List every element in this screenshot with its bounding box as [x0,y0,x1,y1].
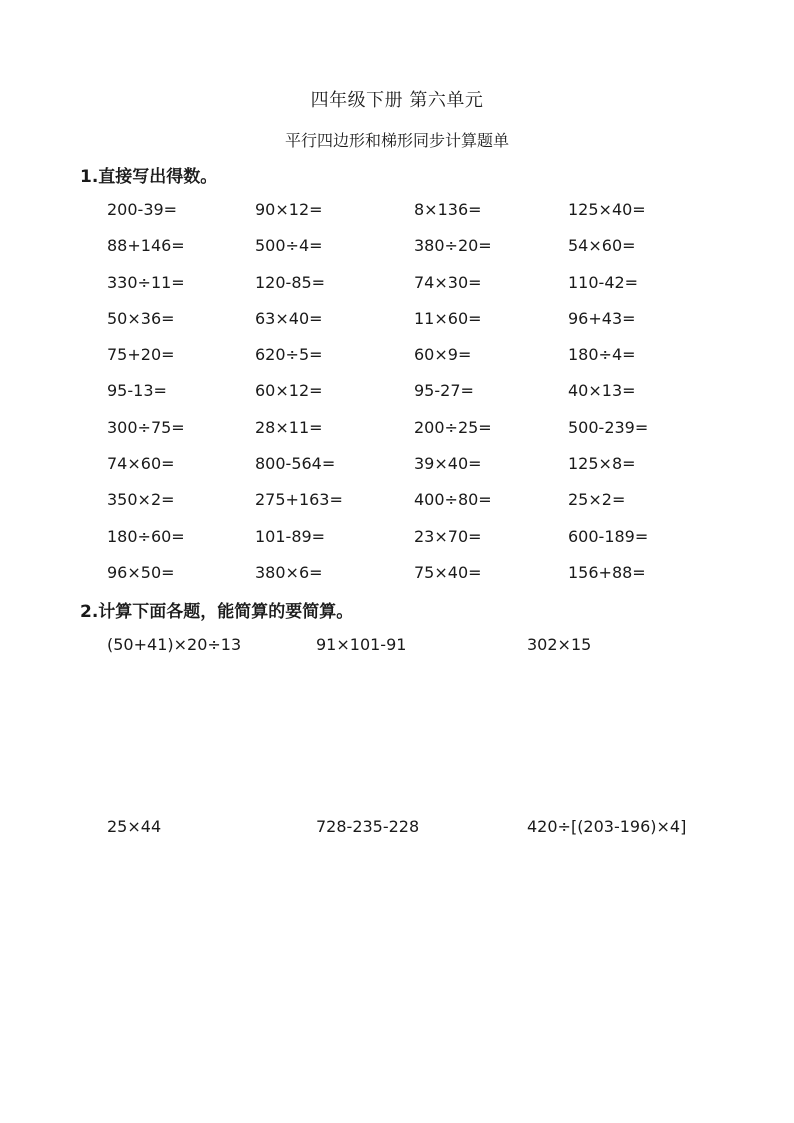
oral-problem: 800-564= [255,454,336,474]
oral-problem: 50×36= [107,308,175,328]
oral-problem: 96+43= [568,308,636,328]
calculation-problem: 420÷[(203-196)×4] [527,817,687,836]
oral-problem: 180÷60= [107,526,185,546]
page-title: 四年级下册 第六单元 [310,90,484,111]
oral-problem: 96×50= [107,562,175,582]
oral-problem: 400÷80= [414,490,492,510]
oral-problem: 11×60= [414,308,482,328]
oral-problem: 60×12= [255,381,323,401]
oral-problem: 200÷25= [414,417,492,437]
oral-problem: 95-13= [107,381,167,401]
oral-problem: 380×6= [255,562,323,582]
oral-problem: 63×40= [255,308,323,328]
oral-problem: 74×30= [414,272,482,292]
oral-problem: 156+88= [568,562,646,582]
oral-problem: 275+163= [255,490,343,510]
oral-problem: 60×9= [414,345,472,365]
oral-problem: 74×60= [107,454,175,474]
oral-problem: 110-42= [568,272,639,292]
oral-problem: 330÷11= [107,272,185,292]
calculation-problem: 728-235-228 [316,817,420,836]
oral-calculation-grid [107,199,707,598]
oral-problem: 380÷20= [414,236,492,256]
oral-problem: 120-85= [255,272,326,292]
oral-problem: 125×8= [568,454,636,474]
oral-problem: 75+20= [107,345,175,365]
oral-problem: 500-239= [568,417,649,437]
calculation-row-1 [107,634,727,658]
oral-problem: 54×60= [568,236,636,256]
oral-problem: 95-27= [414,381,474,401]
oral-problem: 40×13= [568,381,636,401]
page-subtitle: 平行四边形和梯形同步计算题单 [284,131,509,150]
oral-problem: 620÷5= [255,345,323,365]
oral-problem: 28×11= [255,417,323,437]
oral-problem: 101-89= [255,526,326,546]
oral-problem: 125×40= [568,200,646,219]
oral-problem: 23×70= [414,526,482,546]
oral-problem: 25×2= [568,490,626,510]
calculation-problem: 302×15 [527,635,592,654]
oral-problem: 500÷4= [255,236,323,256]
calculation-problem: 25×44 [107,817,162,836]
calculation-row-2 [107,816,727,840]
oral-problem: 75×40= [414,562,482,582]
calculation-problem: 91×101-91 [316,635,407,654]
oral-problem: 90×12= [255,200,323,219]
oral-problem: 600-189= [568,526,649,546]
section-2-heading: 2.计算下面各题，能简算的要简算。 [80,602,354,622]
section-1-heading: 1.直接写出得数。 [80,167,218,187]
oral-problem: 180÷4= [568,345,636,365]
calculation-problem: (50+41)×20÷13 [107,635,242,654]
oral-problem: 300÷75= [107,417,185,437]
oral-problem: 350×2= [107,490,175,510]
oral-problem: 200-39= [107,200,178,219]
oral-problem: 39×40= [414,454,482,474]
oral-problem: 88+146= [107,236,185,256]
oral-problem: 8×136= [414,200,482,219]
